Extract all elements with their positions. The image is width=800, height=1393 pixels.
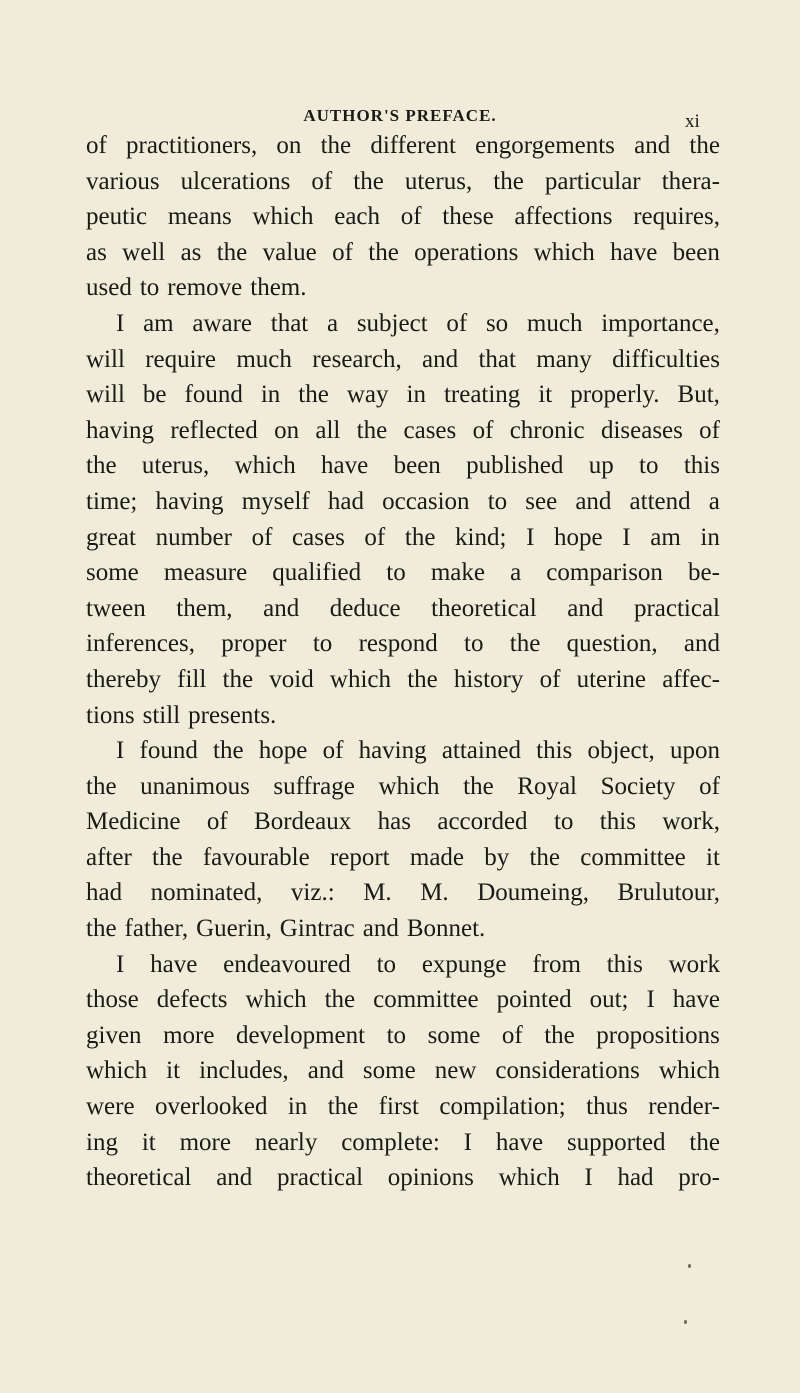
word: first	[378, 1093, 419, 1121]
word: has	[377, 808, 411, 836]
word: am	[143, 309, 174, 337]
word: propositions	[596, 1021, 720, 1049]
word: committee	[580, 843, 686, 871]
word: nearly	[254, 1128, 318, 1156]
word: well	[122, 238, 166, 266]
word: opinions	[387, 1164, 474, 1192]
word: qualified	[272, 559, 362, 587]
word: given	[86, 1021, 142, 1049]
word: that	[270, 309, 309, 337]
word: the	[327, 1093, 359, 1121]
word: cases	[292, 523, 345, 551]
word: each	[334, 203, 381, 231]
word: which	[498, 1164, 560, 1192]
word: render-	[648, 1093, 720, 1121]
word: myself	[241, 487, 310, 515]
word: the	[544, 1021, 575, 1049]
word: comparison	[546, 559, 663, 587]
word: I	[463, 1128, 472, 1156]
word: to	[639, 452, 659, 480]
word: the	[689, 1128, 720, 1156]
word: number	[155, 523, 232, 551]
word: peutic	[86, 203, 148, 231]
word: way	[346, 381, 389, 409]
word: the	[407, 665, 438, 693]
word: up	[588, 452, 614, 480]
word: the	[689, 132, 720, 159]
word: require	[145, 345, 217, 373]
word: ing	[86, 1128, 118, 1156]
word: which	[533, 238, 595, 266]
word: from	[532, 950, 581, 978]
word: have	[672, 986, 720, 1014]
paper-speck	[688, 1264, 691, 1268]
word: had	[617, 1164, 654, 1192]
word: of	[699, 772, 720, 800]
word: it	[166, 1057, 181, 1085]
word: suffrage	[273, 772, 355, 800]
word: the	[356, 416, 388, 444]
word: which	[329, 665, 391, 693]
word: practical	[633, 594, 720, 622]
word: published	[466, 452, 564, 480]
word: the	[222, 665, 254, 693]
word: will	[86, 381, 125, 409]
word: requires,	[633, 203, 720, 231]
word: in	[406, 381, 426, 409]
word: had	[86, 879, 123, 907]
word: the	[324, 986, 356, 1014]
word: the	[298, 381, 329, 409]
word: hope	[554, 523, 603, 551]
word: the	[463, 772, 494, 800]
word: aware	[192, 309, 253, 337]
text-line	[86, 875, 720, 911]
word: tions	[86, 701, 135, 729]
text-line	[86, 982, 720, 1018]
word: history	[453, 665, 524, 693]
word: Doumeing,	[477, 879, 589, 907]
word: have	[495, 1128, 544, 1156]
text-line	[86, 377, 720, 413]
text-line	[86, 840, 720, 876]
word: void	[269, 665, 314, 693]
word: make	[430, 559, 485, 587]
word: a	[510, 559, 522, 587]
word: uterus,	[141, 452, 210, 480]
word: Medicine	[86, 808, 181, 836]
word: affections	[514, 203, 613, 231]
word: Bonnet.	[406, 915, 486, 943]
text-line	[86, 947, 720, 983]
word: practical	[277, 1164, 364, 1192]
word: the	[86, 772, 117, 800]
word: it	[706, 843, 720, 871]
word: it	[141, 1128, 156, 1156]
word: of	[446, 309, 468, 337]
word: development	[235, 1021, 366, 1049]
text-line	[86, 698, 720, 734]
word: research,	[312, 345, 402, 373]
word: a	[326, 309, 339, 337]
word: cases	[403, 416, 457, 444]
word: and	[634, 132, 671, 159]
word: tween	[86, 594, 146, 622]
word: that	[478, 345, 516, 373]
word: expunge	[421, 950, 507, 978]
word: as	[180, 238, 202, 266]
word: uterine	[576, 665, 646, 693]
word: of	[86, 132, 107, 159]
word: having	[155, 487, 224, 515]
word: still	[142, 701, 181, 729]
word: question,	[566, 630, 658, 658]
text-line	[86, 1125, 720, 1161]
word: means	[167, 203, 232, 231]
word: particular	[544, 167, 641, 195]
word: committee	[373, 986, 479, 1014]
word: endeavoured	[223, 950, 351, 978]
word: attend	[629, 487, 691, 515]
word: and	[683, 630, 720, 658]
word: to	[386, 1021, 407, 1049]
word: the	[216, 238, 248, 266]
word: various	[86, 167, 160, 195]
word: found	[139, 737, 198, 765]
word: of	[332, 238, 353, 266]
word: great	[86, 523, 136, 551]
word: this	[683, 452, 720, 480]
word: kind;	[455, 523, 507, 551]
word: which	[252, 203, 314, 231]
word: which	[234, 452, 296, 480]
text-line	[86, 448, 720, 484]
text-line	[86, 804, 720, 840]
word: the	[86, 452, 117, 480]
word: a	[708, 487, 720, 515]
word: more	[179, 1128, 231, 1156]
word: proper	[221, 630, 287, 658]
word: I	[584, 1164, 593, 1192]
word: hope	[258, 737, 308, 765]
word: remove	[167, 274, 243, 302]
word: deduce	[329, 594, 401, 622]
word: of	[699, 416, 720, 444]
text-line	[86, 1089, 720, 1125]
word: thus	[586, 1093, 628, 1121]
text-line	[86, 128, 720, 164]
word: of	[400, 203, 422, 231]
word: by	[484, 843, 510, 871]
word: those	[86, 986, 139, 1014]
word: these	[442, 203, 494, 231]
word: pointed	[496, 986, 572, 1014]
word: have	[321, 452, 369, 480]
word: and	[307, 1057, 344, 1085]
word: considerations	[495, 1057, 640, 1085]
word: which	[245, 986, 307, 1014]
word: am	[650, 523, 681, 551]
word: having	[86, 416, 155, 444]
text-line	[86, 769, 720, 805]
word: of	[539, 665, 561, 693]
word: so	[485, 309, 509, 337]
text-line	[86, 199, 720, 235]
text-line	[86, 555, 720, 591]
text-line	[86, 306, 720, 342]
word: in	[700, 523, 720, 551]
word: Society	[600, 772, 676, 800]
word: which	[86, 1057, 148, 1085]
word: measure	[163, 559, 248, 587]
word: fill	[177, 665, 207, 693]
text-line	[86, 1053, 720, 1089]
text-line	[86, 591, 720, 627]
word: had	[327, 487, 364, 515]
word: engorgements	[475, 132, 615, 159]
word: some	[427, 1021, 481, 1049]
word: some	[86, 559, 139, 587]
word: report	[329, 843, 390, 871]
word: favourable	[202, 843, 310, 871]
word: this	[599, 808, 636, 836]
word: as	[86, 238, 107, 266]
word: of	[311, 167, 333, 195]
word: viz.:	[290, 879, 335, 907]
word: of	[364, 523, 386, 551]
word: treating	[443, 381, 521, 409]
body-text	[86, 128, 720, 1196]
word: out;	[589, 986, 629, 1014]
word: the	[213, 737, 244, 765]
word: after	[86, 843, 132, 871]
word: the	[353, 167, 384, 195]
word: subject	[356, 309, 428, 337]
word: and	[575, 487, 612, 515]
text-line	[86, 484, 720, 520]
word: value	[262, 238, 317, 266]
word: I	[526, 523, 535, 551]
word: of	[472, 416, 494, 444]
word: properly.	[570, 381, 660, 409]
word: of	[206, 808, 228, 836]
word: complete:	[341, 1128, 440, 1156]
running-head: AUTHOR'S PREFACE.	[303, 106, 497, 125]
word: more	[163, 1021, 215, 1049]
paper-speck	[684, 1320, 687, 1324]
word: have	[610, 238, 658, 266]
word: the	[493, 167, 524, 195]
word: M.	[420, 879, 449, 907]
text-line	[86, 413, 720, 449]
word: having	[358, 737, 427, 765]
word: work	[668, 950, 720, 978]
word: overlooked	[154, 1093, 268, 1121]
word: much	[526, 309, 583, 337]
word: will	[86, 345, 125, 373]
word: made	[409, 843, 465, 871]
word: see	[525, 487, 558, 515]
word: used	[86, 274, 132, 302]
text-line	[86, 626, 720, 662]
word: defects	[156, 986, 228, 1014]
word: object,	[587, 737, 655, 765]
word: them.	[250, 274, 307, 302]
text-line	[86, 270, 720, 306]
word: to	[139, 274, 160, 302]
word: have	[150, 950, 198, 978]
word: much	[236, 345, 292, 373]
word: of	[501, 1021, 523, 1049]
word: inferences,	[86, 630, 195, 658]
word: upon	[669, 737, 720, 765]
text-line	[86, 733, 720, 769]
word: presents.	[188, 701, 277, 729]
word: the	[509, 630, 541, 658]
word: and	[263, 594, 300, 622]
text-line	[86, 662, 720, 698]
word: on	[274, 416, 300, 444]
page-number: xi	[685, 111, 700, 132]
word: which	[378, 772, 440, 800]
word: ulcerations	[180, 167, 291, 195]
word: Guerin,	[196, 915, 272, 943]
word: Gintrac	[279, 915, 355, 943]
word: thereby	[86, 665, 161, 693]
word: attained	[441, 737, 521, 765]
word: which	[658, 1057, 720, 1085]
word: accorded	[437, 808, 528, 836]
text-line	[86, 164, 720, 200]
word: occasion	[382, 487, 470, 515]
word: M.	[363, 879, 392, 907]
word: new	[434, 1057, 477, 1085]
word: chronic	[509, 416, 585, 444]
word: theoretical	[431, 594, 537, 622]
word: to	[464, 630, 484, 658]
word: respond	[358, 630, 438, 658]
word: nominated,	[150, 879, 263, 907]
word: be-	[688, 559, 720, 587]
word: operations	[414, 238, 519, 266]
word: and	[362, 915, 399, 943]
word: the	[404, 523, 436, 551]
word: it	[538, 381, 553, 409]
word: unanimous	[140, 772, 250, 800]
word: time;	[86, 487, 138, 515]
word: father,	[124, 915, 189, 943]
word: pro-	[678, 1164, 720, 1192]
word: I	[116, 737, 125, 765]
word: different	[370, 132, 456, 159]
word: Royal	[517, 772, 577, 800]
word: to	[386, 559, 406, 587]
word: and	[567, 594, 604, 622]
word: difficulties	[612, 345, 720, 373]
word: to	[553, 808, 574, 836]
word: includes,	[199, 1057, 289, 1085]
word: reflected	[170, 416, 258, 444]
word: supported	[566, 1128, 666, 1156]
word: compilation;	[439, 1093, 566, 1121]
word: affec-	[662, 665, 720, 693]
word: to	[312, 630, 333, 658]
word: them,	[176, 594, 233, 622]
word: the	[529, 843, 561, 871]
word: this	[606, 950, 643, 978]
word: of	[251, 523, 273, 551]
word: this	[536, 737, 573, 765]
word: I	[116, 309, 125, 337]
word: But,	[677, 381, 720, 409]
text-line	[86, 342, 720, 378]
word: theoretical	[86, 1164, 192, 1192]
word: were	[86, 1093, 135, 1121]
word: and	[422, 345, 459, 373]
word: to	[487, 487, 508, 515]
text-line	[86, 1018, 720, 1054]
text-line	[86, 911, 720, 947]
word: practitioners,	[126, 132, 258, 159]
word: diseases	[600, 416, 683, 444]
text-line	[86, 520, 720, 556]
word: on	[276, 132, 302, 159]
word: in	[287, 1093, 308, 1121]
word: found	[184, 381, 243, 409]
word: of	[322, 737, 344, 765]
word: be	[142, 381, 167, 409]
word: been	[672, 238, 720, 266]
text-line	[86, 235, 720, 271]
word: the	[320, 132, 352, 159]
word: the	[152, 843, 183, 871]
word: and	[216, 1164, 253, 1192]
word: in	[260, 381, 281, 409]
word: work,	[662, 808, 720, 836]
text-line	[86, 1160, 720, 1196]
word: I	[622, 523, 631, 551]
word: the	[86, 915, 117, 943]
word: Brulutour,	[617, 879, 720, 907]
word: many	[536, 345, 592, 373]
word: the	[368, 238, 399, 266]
word: Bordeaux	[254, 808, 352, 836]
word: thera-	[661, 167, 720, 195]
word: I	[116, 950, 125, 978]
word: I	[646, 986, 655, 1014]
word: to	[376, 950, 397, 978]
word: all	[315, 416, 341, 444]
word: importance,	[601, 309, 720, 337]
word: some	[362, 1057, 416, 1085]
word: uterus,	[404, 167, 473, 195]
word: been	[393, 452, 441, 480]
